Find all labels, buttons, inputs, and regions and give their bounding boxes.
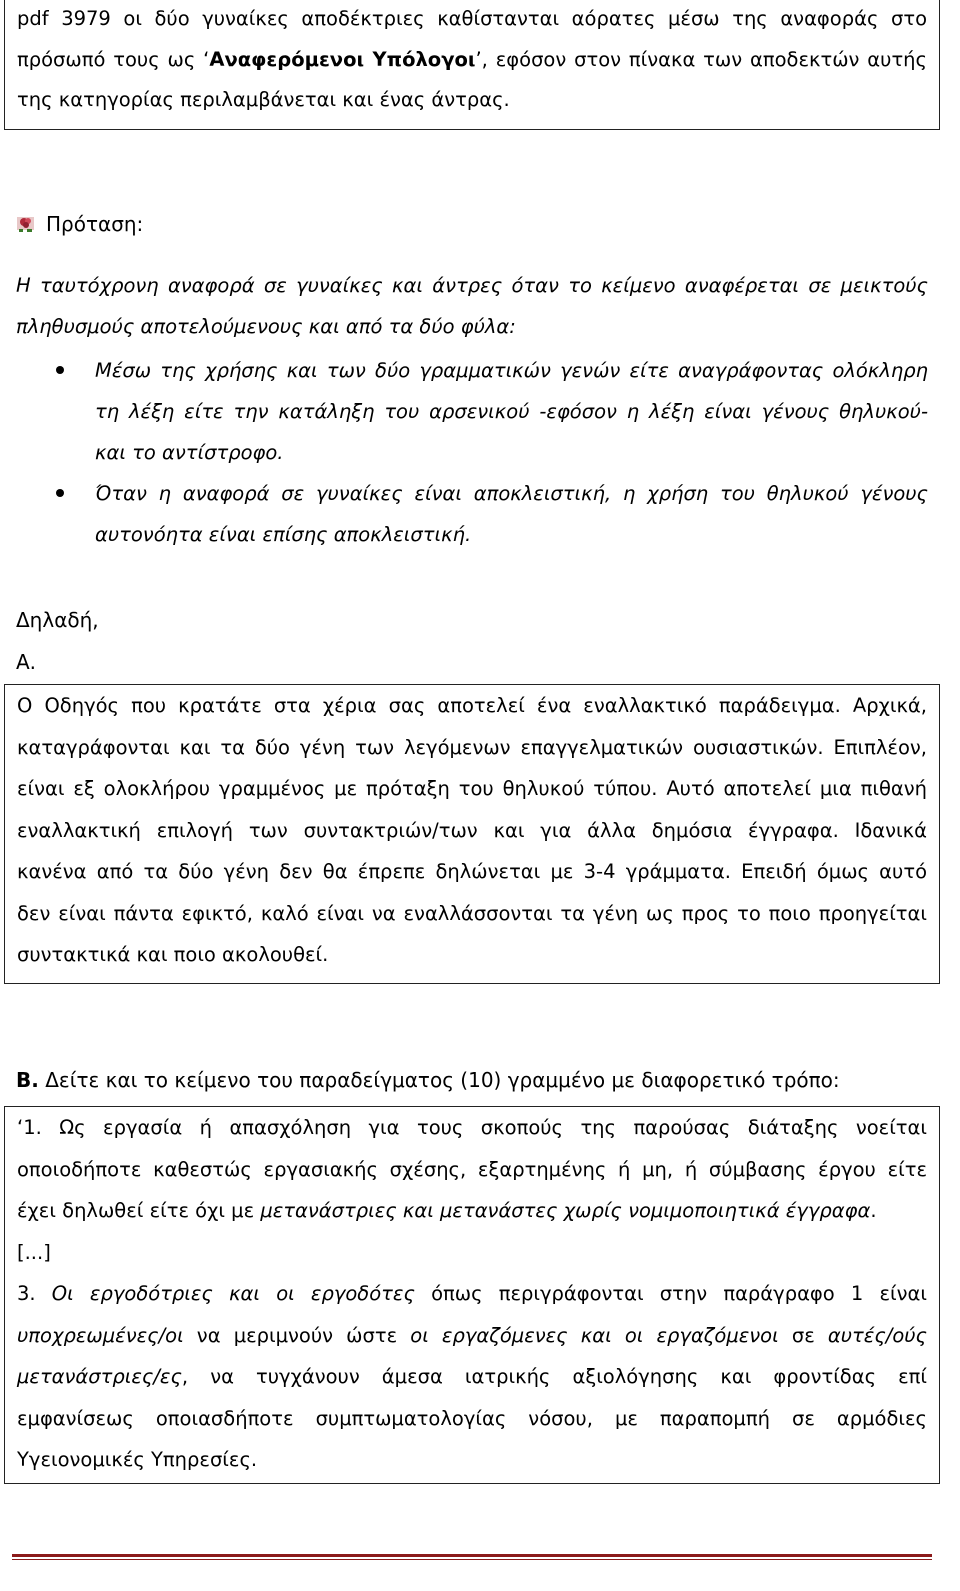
section-b-p1-line-2: οποιοδήποτε καθεστώς εργασιακής σχέσης, εξαρτημένης ή μη, ή σύμβασης έργου είτε <box>17 1157 927 1181</box>
proposal-bullet-list <box>50 350 928 555</box>
p1-line-3-post: . <box>870 1199 877 1222</box>
section-b-label-text: Δείτε και το κείμενο του παραδείγματος (10) γραμμένο με διαφορετικό τρόπο: <box>38 1068 840 1092</box>
bullet-dot <box>56 489 64 497</box>
section-b-p3-line-4: εμφανίσεως οποιασδήποτε συμπτωματολογίας νόσου, με παραπομπή σε αρμόδιες <box>17 1406 927 1430</box>
section-b-p3-line-1 <box>17 1273 927 1315</box>
p3-line-3-post: , να τυγχάνουν άμεσα ιατρικής αξιολόγησης και φροντίδας επί <box>181 1365 927 1388</box>
section-b-label <box>16 1060 840 1100</box>
intro-line-1: Η ταυτόχρονη αναφορά σε γυναίκες και άντρες όταν το κείμενο αναφέρεται σε μεικτούς <box>16 274 928 297</box>
bullet-2-line-2: αυτονόητα είναι επίσης αποκλειστική. <box>95 523 472 546</box>
bullet-1-line-1: Μέσω της χρήσης και των δύο γραμματικών γενών είτε αναγράφοντας ολόκληρη <box>95 359 928 382</box>
p3-em-4: αυτές/ούς <box>827 1323 927 1347</box>
section-a-line: είναι εξ ολοκλήρου γραμμένος με πρόταξη του θηλυκού τύπου. Αυτό αποτελεί μια πιθανή <box>17 777 927 800</box>
section-b-p3-line-5: Υγειονομικές Υπηρεσίες. <box>17 1448 258 1471</box>
p3-num: 3. <box>17 1282 52 1305</box>
top-line-3: της κατηγορίας περιλαμβάνεται και ένας άντρας. <box>17 88 510 111</box>
section-b-p1-line-1: ‘1. Ως εργασία ή απασχόληση για τους σκοπούς της παρούσας διάταξης νοείται <box>17 1116 927 1139</box>
flower-icon <box>16 214 36 234</box>
section-a-line: Ο Οδηγός που κρατάτε στα χέρια σας αποτελεί ένα εναλλακτικό παράδειγμα. Αρχικά, <box>17 694 927 717</box>
list-item <box>50 350 928 473</box>
top-line-1: pdf 3979 οι δύο γυναίκες αποδέκτριες καθίστανται αόρατες μέσω της αναφοράς στο <box>17 7 927 30</box>
proposal-heading <box>16 204 143 244</box>
section-b-letter: Β. <box>16 1068 39 1092</box>
top-line-2-pre: πρόσωπό τους ως ‘ <box>17 47 210 71</box>
list-item <box>50 473 928 555</box>
top-line-2-post: ’, εφόσον στον πίνακα των αποδεκτών αυτής <box>475 47 927 71</box>
p3-em-3: οι εργαζόμενες και οι εργαζόμενοι <box>410 1323 779 1347</box>
section-a-box <box>4 684 940 984</box>
p3-em-2: υποχρεωμένες/οι <box>17 1323 184 1347</box>
p3-line-1-post: όπως περιγράφονται στην παράγραφο 1 είναι <box>414 1282 927 1305</box>
intro-line-2: πληθυσμούς αποτελούμενους και από τα δύο φύλα: <box>16 314 516 338</box>
section-b-p3-line-2 <box>17 1315 927 1357</box>
section-a-line: εναλλακτική επιλογή των συντακτριών/των και για άλλα δημόσια έγγραφα. Ιδανικά <box>17 818 927 842</box>
section-b-p3-line-3 <box>17 1356 927 1398</box>
bullet-1-line-2: τη λέξη είτε την κατάληξη του αρσενικού -εφόσον η λέξη είναι γένους θηλυκού- <box>95 400 928 423</box>
section-b-ellipsis: [...] <box>17 1240 51 1264</box>
top-line-2 <box>17 40 927 81</box>
dilathi-label: Δηλαδή, <box>16 608 99 632</box>
section-a-line: συντακτικά και ποιο ακολουθεί. <box>17 943 329 966</box>
top-line-2-bold: Αναφερόμενοι Υπόλογοι <box>209 47 476 71</box>
footer-rule-thin <box>12 1559 932 1560</box>
footer-rule <box>12 1554 932 1560</box>
footer-rule-thick <box>12 1554 932 1557</box>
proposal-heading-text: Πρόταση: <box>46 212 144 236</box>
section-b-p1-line-3 <box>17 1190 927 1232</box>
proposal-intro <box>16 266 928 347</box>
bullet-2-line-1: Όταν η αναφορά σε γυναίκες είναι αποκλειστική, η χρήση του θηλυκού γένους <box>95 482 928 505</box>
p3-em-1: Οι εργοδότριες και οι εργοδότες <box>51 1282 415 1305</box>
bullet-dot <box>56 366 64 374</box>
p1-line-3-pre: έχει δηλωθεί είτε όχι με <box>17 1199 261 1222</box>
section-a-line: καταγράφονται και τα δύο γένη των λεγόμενων επαγγελματικών ουσιαστικών. Επιπλέον, <box>17 735 927 759</box>
section-a-label: Α. <box>16 650 37 674</box>
p3-em-5: μετανάστριες/ες <box>17 1365 182 1388</box>
p3-line-2-mid2: σε <box>778 1323 828 1347</box>
section-a-line: δεν είναι πάντα εφικτό, καλό είναι να εναλλάσσονται τα γένη ως προς το ποιο προηγείται <box>17 901 927 925</box>
section-b-box <box>4 1106 940 1484</box>
section-a-line: κανένα από τα δύο γένη δεν θα έπρεπε δηλώνεται με 3-4 γράμματα. Επειδή όμως αυτό <box>17 860 927 883</box>
top-quote-box <box>4 0 940 130</box>
bullet-1-line-3: και το αντίστροφο. <box>95 441 284 464</box>
p1-line-3-em: μετανάστριες και μετανάστες χωρίς νομιμοποιητικά έγγραφα <box>260 1199 871 1222</box>
p3-line-2-mid: να μεριμνούν ώστε <box>183 1323 411 1347</box>
